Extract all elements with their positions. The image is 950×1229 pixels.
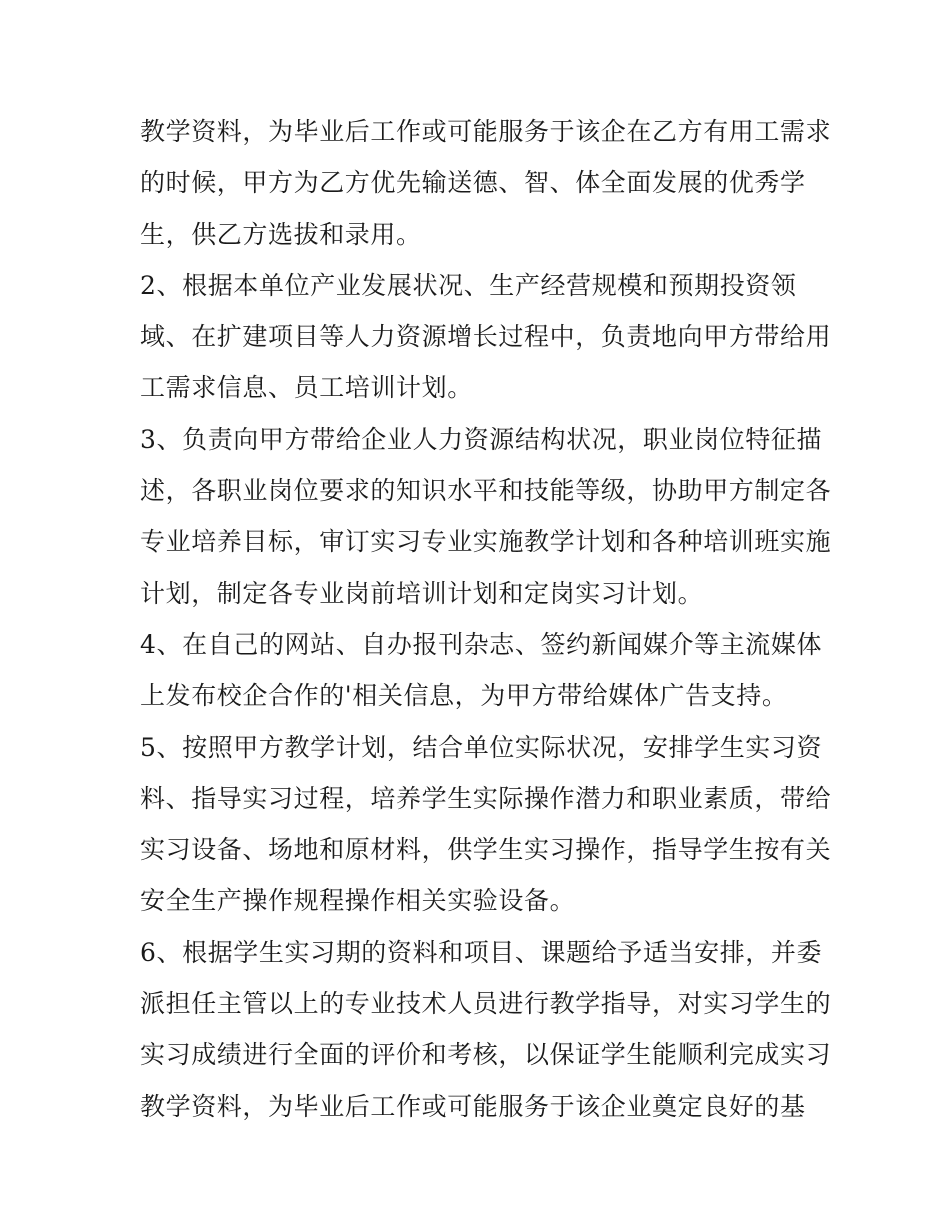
text-line: 实习设备、场地和原材料，供学生实习操作，指导学生按有关 — [140, 835, 832, 865]
text-line: 域、在扩建项目等人力资源增长过程中，负责地向甲方带给用 — [140, 322, 832, 352]
text-line: 上发布校企合作的'相关信息，为甲方带给媒体广告支持。 — [140, 681, 788, 711]
text-line: 教学资料，为毕业后工作或可能服务于该企业奠定良好的基 — [140, 1091, 806, 1121]
text-line: 教学资料，为毕业后工作或可能服务于该企在乙方有用工需求 — [140, 117, 832, 146]
text-line: 5、按照甲方教学计划，结合单位实际状况，安排学生实习资 — [140, 732, 823, 762]
text-line: 2、根据本单位产业发展状况、生产经营规模和预期投资领 — [140, 270, 797, 300]
text-line: 的时候，甲方为乙方优先输送德、智、体全面发展的优秀学 — [140, 168, 806, 198]
text-line: 实习成绩进行全面的评价和考核，以保证学生能顺利完成实习 — [140, 1040, 832, 1070]
text-line: 计划，制定各专业岗前培训计划和定岗实习计划。 — [140, 578, 704, 608]
document-body — [140, 106, 832, 1132]
text-line: 4、在自己的网站、自办报刊杂志、签约新闻媒介等主流媒体 — [140, 629, 823, 659]
text-line: 3、负责向甲方带给企业人力资源结构状况，职业岗位特征描 — [140, 424, 823, 454]
text-line: 生，供乙方选拔和录用。 — [140, 219, 422, 249]
text-line: 述，各职业岗位要求的知识水平和技能等级，协助甲方制定各 — [140, 476, 832, 506]
text-line: 工需求信息、员工培训计划。 — [140, 373, 473, 403]
text-line: 专业培养目标，审订实习专业实施教学计划和各种培训班实施 — [140, 527, 832, 557]
text-line: 料、指导实习过程，培养学生实际操作潜力和职业素质，带给 — [140, 783, 832, 813]
text-line: 派担任主管以上的专业技术人员进行教学指导，对实习学生的 — [140, 989, 832, 1019]
text-line: 6、根据学生实习期的资料和项目、课题给予适当安排，并委 — [140, 937, 823, 967]
text-line: 安全生产操作规程操作相关实验设备。 — [140, 886, 576, 916]
